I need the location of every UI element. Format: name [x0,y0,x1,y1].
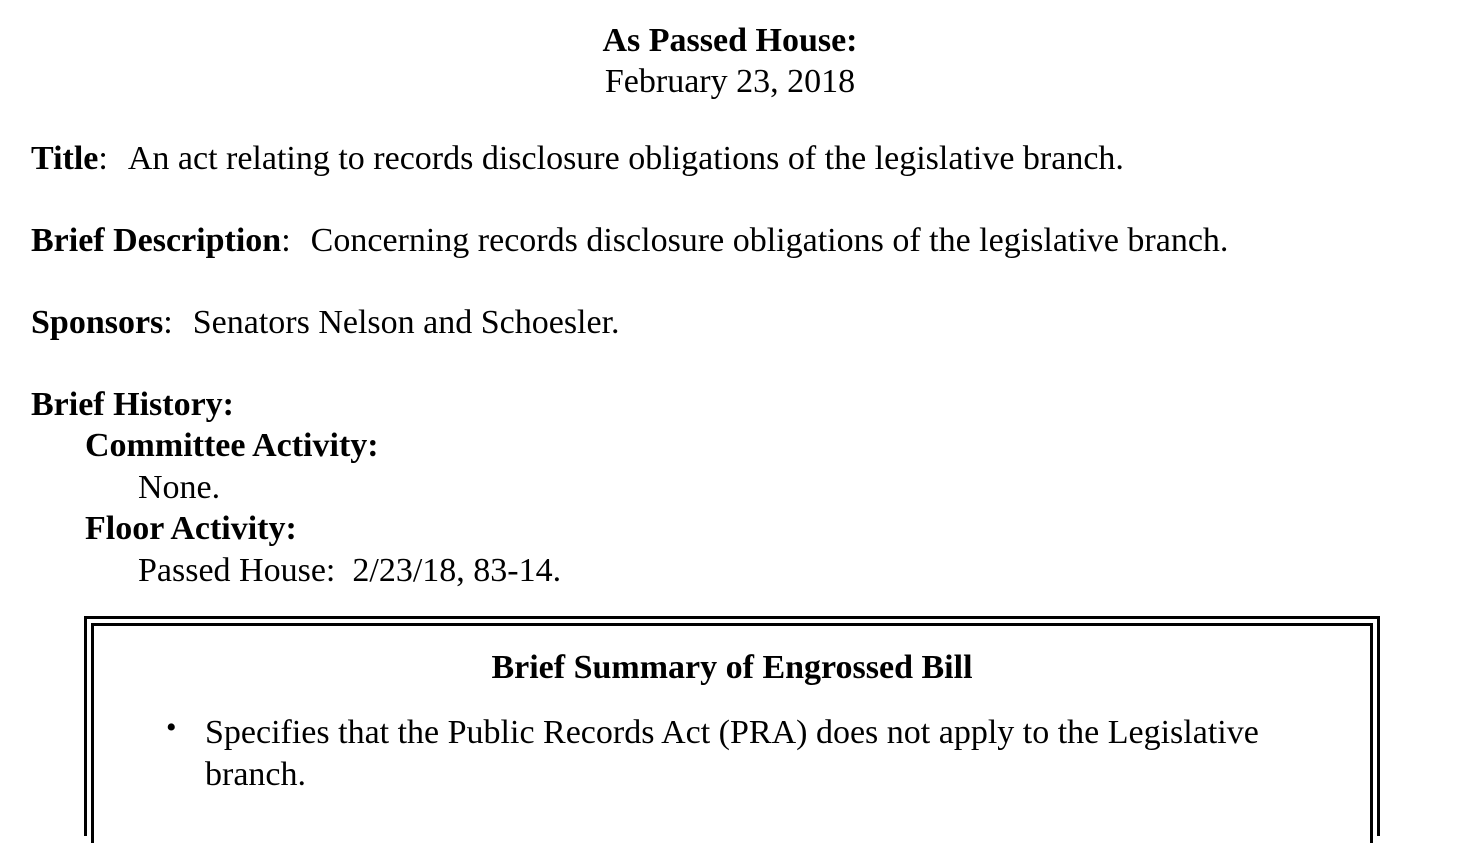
status-date: February 23, 2018 [604,63,856,100]
committee-activity-value: None. [138,469,221,506]
sponsors-colon: : [163,304,173,341]
description-field [31,224,1228,258]
bullet-icon: • [166,711,177,744]
floor-activity-heading: Floor Activity: [85,510,297,547]
description-colon: : [281,222,291,259]
status-heading: As Passed House: [602,22,858,59]
committee-activity-heading: Committee Activity: [85,427,379,464]
description-value: Concerning records disclosure obligations of the legislative branch. [310,222,1229,259]
title-field [31,142,1124,176]
history-heading: Brief History: [31,386,234,423]
sponsors-label: Sponsors [31,304,164,341]
summary-heading: Brief Summary of Engrossed Bill [491,649,973,686]
title-value: An act relating to records disclosure obligations of the legislative branch. [127,140,1124,177]
floor-activity-value: Passed House: 2/23/18, 83-14. [138,552,562,589]
sponsors-field [31,306,620,340]
title-label: Title [31,140,99,177]
summary-bullet-line-2: branch. [205,756,307,793]
description-label: Brief Description [31,222,282,259]
summary-bullet-line-1: Specifies that the Public Records Act (PRA) does not apply to the Legislative [205,714,1259,751]
sponsors-value: Senators Nelson and Schoesler. [192,304,620,341]
title-colon: : [98,140,108,177]
